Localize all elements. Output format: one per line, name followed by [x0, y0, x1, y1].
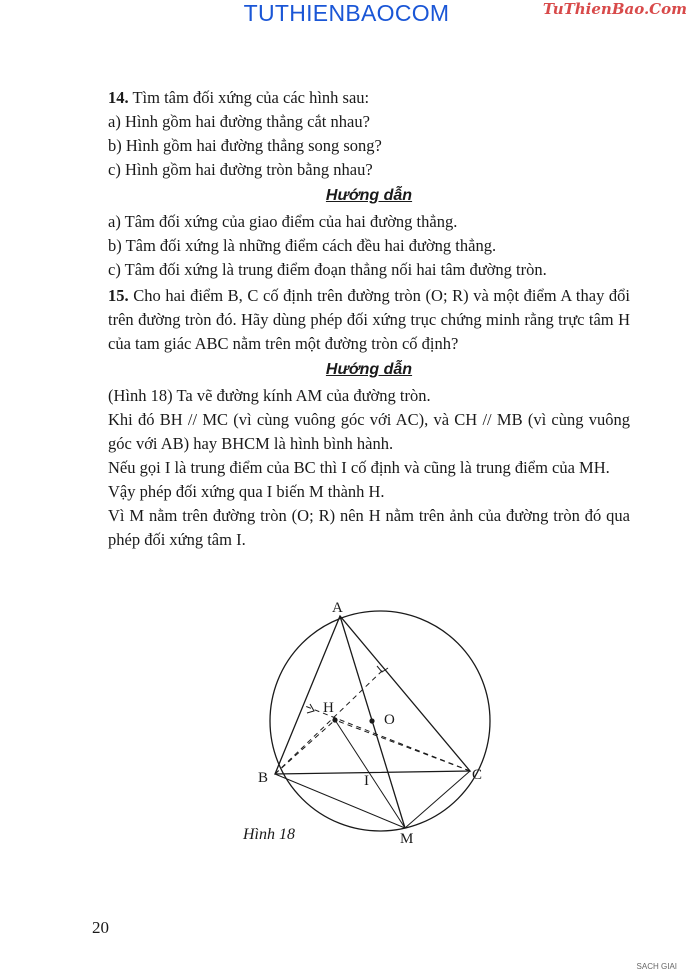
- problem-14-item-c: c) Hình gồm hai đường tròn bằng nhau?: [108, 160, 373, 179]
- problem-14-answer-a: a) Tâm đối xứng của giao điểm của hai đường thẳng.: [108, 212, 458, 231]
- solution-line-4: Vậy phép đối xứng qua I biến M thành H.: [108, 482, 385, 501]
- altitude-from-b: [275, 668, 385, 774]
- page-number: 20: [92, 918, 109, 937]
- publisher-logo: SACH GIAI: [636, 962, 677, 971]
- solution-line-5: Vì M nằm trên đường tròn (O; R) nên H nằm trên ảnh của đường tròn đó qua phép đối xứng tâm I.: [108, 506, 630, 549]
- label-i: I: [364, 773, 369, 789]
- label-a: A: [332, 600, 343, 616]
- segment-hm: [335, 720, 405, 828]
- problem-14-question: [108, 86, 630, 110]
- problem-14-item-b: b) Hình gồm hai đường thẳng song song?: [108, 136, 382, 155]
- label-o: O: [384, 712, 395, 728]
- point-o: [369, 718, 374, 723]
- solution-line-1: (Hình 18) Ta vẽ đường kính AM của đường tròn.: [108, 386, 431, 405]
- circle-o: [270, 611, 490, 831]
- segment-bh: [275, 720, 335, 774]
- problem-14-text: Tìm tâm đối xứng của các hình sau:: [132, 88, 370, 107]
- label-b: B: [258, 770, 269, 786]
- page-content: [108, 86, 630, 552]
- segment-ch: [335, 720, 470, 771]
- problem-15-number: 15.: [108, 286, 129, 305]
- label-h: H: [323, 700, 334, 716]
- problem-15-guide-heading: Hướng dẫn: [325, 361, 413, 378]
- site-title: TUTHIENBAOCOM: [243, 0, 450, 26]
- problem-15-text: Cho hai điểm B, C cố định trên đường tròn (O; R) và một điểm A thay đổi trên đường tròn đó. Hãy dùng phép đối xứng trục chứng minh rằng trực tâm H của tam giác ABC nằm trên một đường tròn cố định?: [108, 286, 631, 353]
- problem-14-number: 14.: [108, 88, 129, 107]
- brand-logo: TuThienBao.Com: [542, 0, 687, 18]
- label-c: C: [472, 767, 483, 783]
- problem-14-guide-heading: Hướng dẫn: [325, 187, 413, 204]
- problem-14-item-a: a) Hình gồm hai đường thẳng cắt nhau?: [108, 112, 370, 131]
- geometry-figure: [240, 596, 500, 846]
- problem-14-answer-c: c) Tâm đối xứng là trung điểm đoạn thẳng nối hai tâm đường tròn.: [108, 260, 547, 279]
- segment-bm: [275, 774, 405, 828]
- triangle-abc: [275, 616, 470, 774]
- solution-line-2: Khi đó BH // MC (vì cùng vuông góc với AC), và CH // MB (vì cùng vuông góc với AB) hay BHCM là hình bình hành.: [108, 410, 630, 453]
- segment-cm: [405, 771, 470, 828]
- point-h: [332, 717, 337, 722]
- problem-15-question: [108, 284, 630, 356]
- figure-caption: Hình 18: [243, 826, 295, 843]
- solution-line-3: Nếu gọi I là trung điểm của BC thì I cố định và cũng là trung điểm của MH.: [108, 458, 610, 477]
- label-m: M: [400, 831, 414, 846]
- problem-14-answer-b: b) Tâm đối xứng là những điểm cách đều hai đường thẳng.: [108, 236, 497, 255]
